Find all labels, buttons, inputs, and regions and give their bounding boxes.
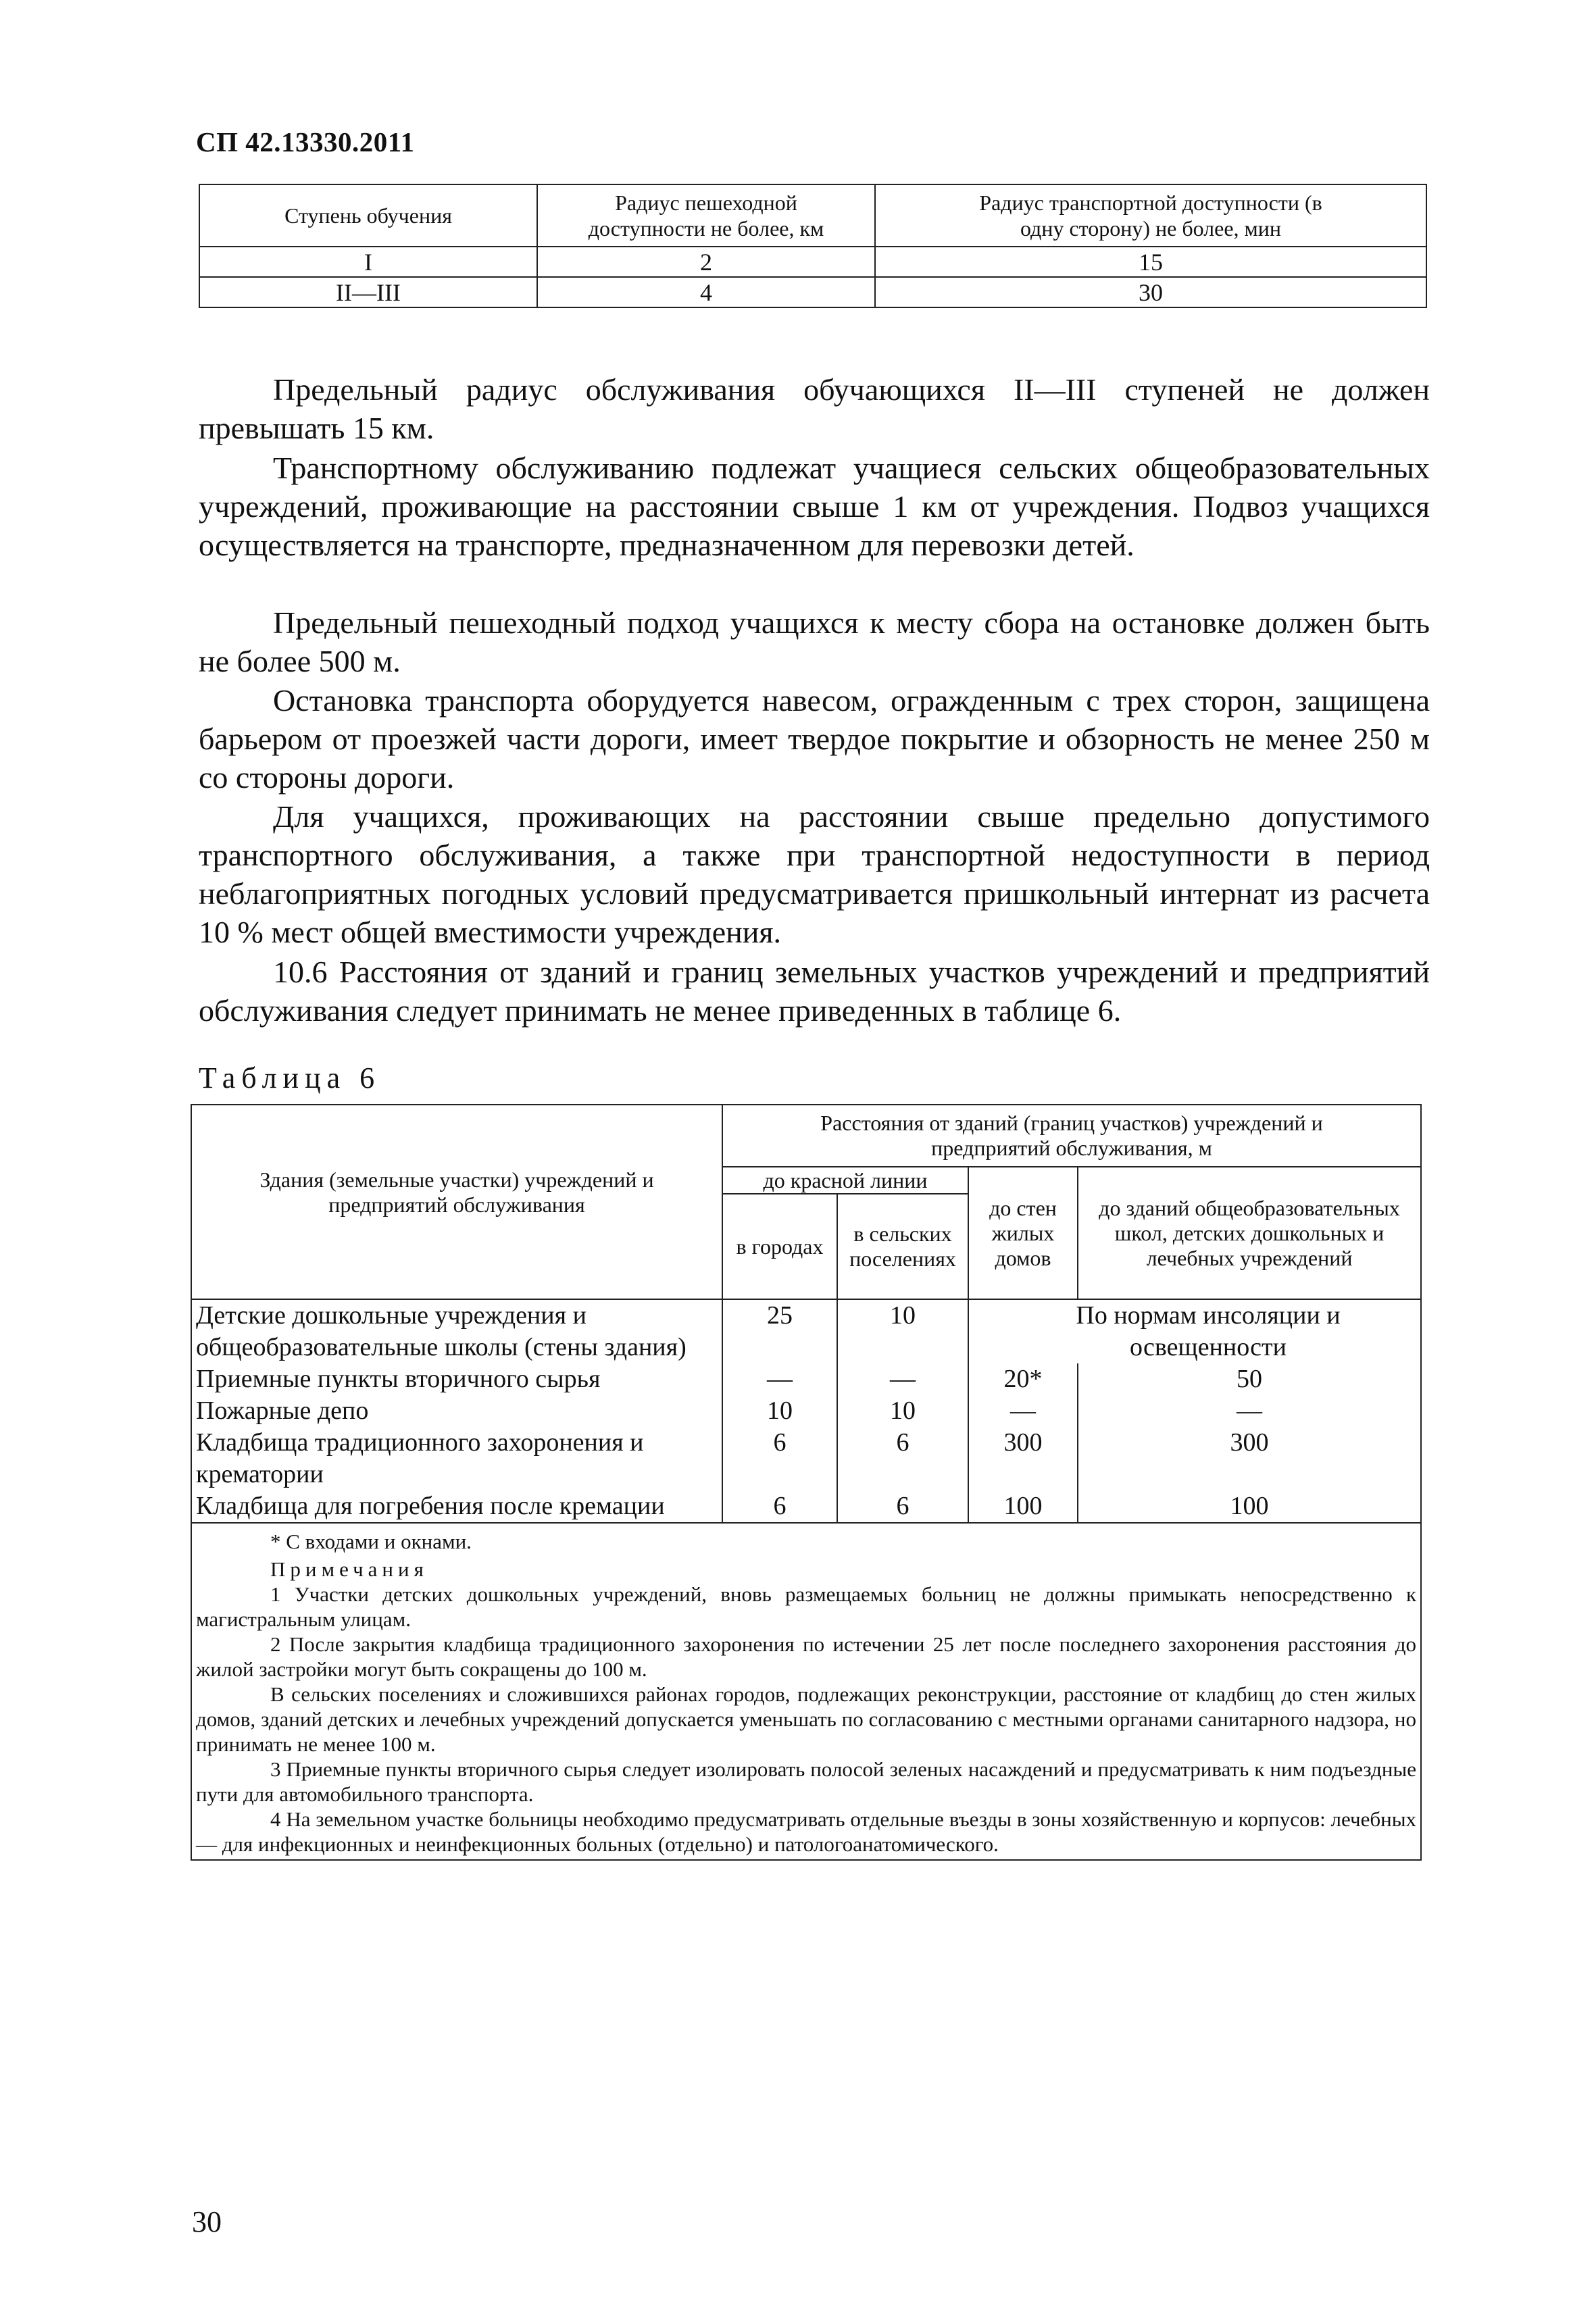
table-cell: 6 xyxy=(722,1427,837,1490)
table-notes xyxy=(191,1523,1421,1860)
notes-title: Примечания xyxy=(270,1557,428,1581)
distances-table xyxy=(191,1104,1422,1861)
table-cell: 30 xyxy=(875,277,1426,307)
table-header-row xyxy=(199,184,1426,247)
row-name: Кладбища для погребения после кремации xyxy=(191,1490,722,1523)
table-cell: — xyxy=(968,1395,1078,1427)
note-item: 2 После закрытия кладбища традиционного захоронения по истечении 25 лет после последнего захоронения расстояния до жилой застройки могут быть сокращены до 100 м. xyxy=(196,1632,1417,1681)
table-cell: 300 xyxy=(968,1427,1078,1490)
table-cell: I xyxy=(199,247,537,277)
column-header: в сельских поселениях xyxy=(837,1194,968,1299)
table-notes-row xyxy=(191,1523,1421,1860)
table-cell: 50 xyxy=(1078,1363,1421,1395)
table-cell: 300 xyxy=(1078,1427,1421,1490)
note-item: 4 На земельном участке больницы необходимо предусматривать отдельные въезды в зоны хозяйственную и корпусов: лечебных — для инфекционных и неинфекционных больных (отдельно) и патологоанатомического. xyxy=(196,1807,1417,1856)
school-access-table xyxy=(199,184,1427,308)
column-header: до красной линии xyxy=(722,1167,968,1194)
note-item: В сельских поселениях и сложившихся районах городов, подлежащих реконструкции, расстояние от кладбищ до стен жилых домов, зданий детских и лечебных учреждений допускается уменьшать по согласованию с местными органами санитарного надзора, но принимать не менее 100 м. xyxy=(196,1682,1417,1756)
footnote: * С входами и окнами. xyxy=(270,1530,472,1553)
table-row xyxy=(191,1299,1421,1363)
table-cell: 25 xyxy=(722,1299,837,1363)
column-header: Здания (земельные участки) учреждений и предприятий обслуживания xyxy=(191,1105,722,1299)
column-header: Ступень обучения xyxy=(199,184,537,247)
table-row xyxy=(191,1395,1421,1427)
row-name: Детские дошкольные учреждения и общеобразовательные школы (стены здания) xyxy=(191,1299,722,1363)
table-cell: 6 xyxy=(837,1490,968,1523)
body-paragraph: 10.6 Расстояния от зданий и границ земельных участков учреждений и предприятий обслуживания следует принимать не менее приведенных в таблице 6. xyxy=(199,955,1430,1028)
page-number: 30 xyxy=(192,2205,222,2238)
table-cell: 10 xyxy=(722,1395,837,1427)
table-row xyxy=(191,1427,1421,1490)
table-cell: — xyxy=(1078,1395,1421,1427)
note-item: 1 Участки детских дошкольных учреждений, вновь размещаемых больниц не должны примыкать непосредственно к магистральным улицам. xyxy=(196,1582,1417,1631)
table-cell: 100 xyxy=(968,1490,1078,1523)
column-header: до зданий общеобразовательных школ, детских дошкольных и лечебных учреждений xyxy=(1078,1167,1421,1299)
note-item: 3 Приемные пункты вторичного сырья следует изолировать полосой зеленых насаждений и предусматривать к ним подъездные пути для автомобильного транспорта. xyxy=(196,1757,1417,1806)
column-header: в городах xyxy=(722,1194,837,1299)
table-row xyxy=(191,1363,1421,1395)
column-header: Радиус транспортной доступности (в одну сторону) не более, мин xyxy=(875,184,1426,247)
body-paragraph: Предельный радиус обслуживания обучающихся II—III ступеней не должен превышать 15 км. xyxy=(199,372,1430,445)
group-header: Расстояния от зданий (границ участков) учреждений и предприятий обслуживания, м xyxy=(722,1105,1421,1167)
document-code: СП 42.13330.2011 xyxy=(196,126,415,157)
table-cell: 6 xyxy=(837,1427,968,1490)
body-paragraph: Предельный пешеходный подход учащихся к месту сбора на остановке должен быть не более 500 м. xyxy=(199,605,1430,678)
body-paragraph: Остановка транспорта оборудуется навесом, огражденным с трех сторон, защищена барьером от проезжей части дороги, имеет твердое покрытие и обзорность не менее 250 м со стороны дороги. xyxy=(199,683,1430,795)
table-cell: 100 xyxy=(1078,1490,1421,1523)
table-cell: 10 xyxy=(837,1395,968,1427)
table-cell: — xyxy=(722,1363,837,1395)
table-caption: Таблица 6 xyxy=(199,1061,381,1095)
table-header-row xyxy=(191,1105,1421,1167)
table-row xyxy=(191,1490,1421,1523)
table-cell: 10 xyxy=(837,1299,968,1363)
table-cell: 2 xyxy=(537,247,875,277)
table-row xyxy=(199,277,1426,307)
table-cell: 20* xyxy=(968,1363,1078,1395)
row-name: Приемные пункты вторичного сырья xyxy=(191,1363,722,1395)
table-cell: 6 xyxy=(722,1490,837,1523)
row-name: Пожарные депо xyxy=(191,1395,722,1427)
table-cell: 4 xyxy=(537,277,875,307)
table-cell: 15 xyxy=(875,247,1426,277)
table-cell: По нормам инсоляции и освещенности xyxy=(968,1299,1421,1363)
column-header: Радиус пешеходной доступности не более, км xyxy=(537,184,875,247)
table-row xyxy=(199,247,1426,277)
table-cell: — xyxy=(837,1363,968,1395)
column-header: до стен жилых домов xyxy=(968,1167,1078,1299)
row-name: Кладбища традиционного захоронения и крематории xyxy=(191,1427,722,1490)
body-paragraph: Транспортному обслуживанию подлежат учащиеся сельских общеобразовательных учреждений, проживающие на расстоянии свыше 1 км от учреждения. Подвоз учащихся осуществляется на транспорте, предназначенном для перевозки детей. xyxy=(199,451,1430,562)
body-paragraph: Для учащихся, проживающих на расстоянии свыше предельно допустимого транспортного обслуживания, а также при транспортной недоступности в период неблагоприятных погодных условий предусматривается пришкольный интернат из расчета 10 % мест общей вместимости учреждения. xyxy=(199,799,1430,949)
table-cell: II—III xyxy=(199,277,537,307)
